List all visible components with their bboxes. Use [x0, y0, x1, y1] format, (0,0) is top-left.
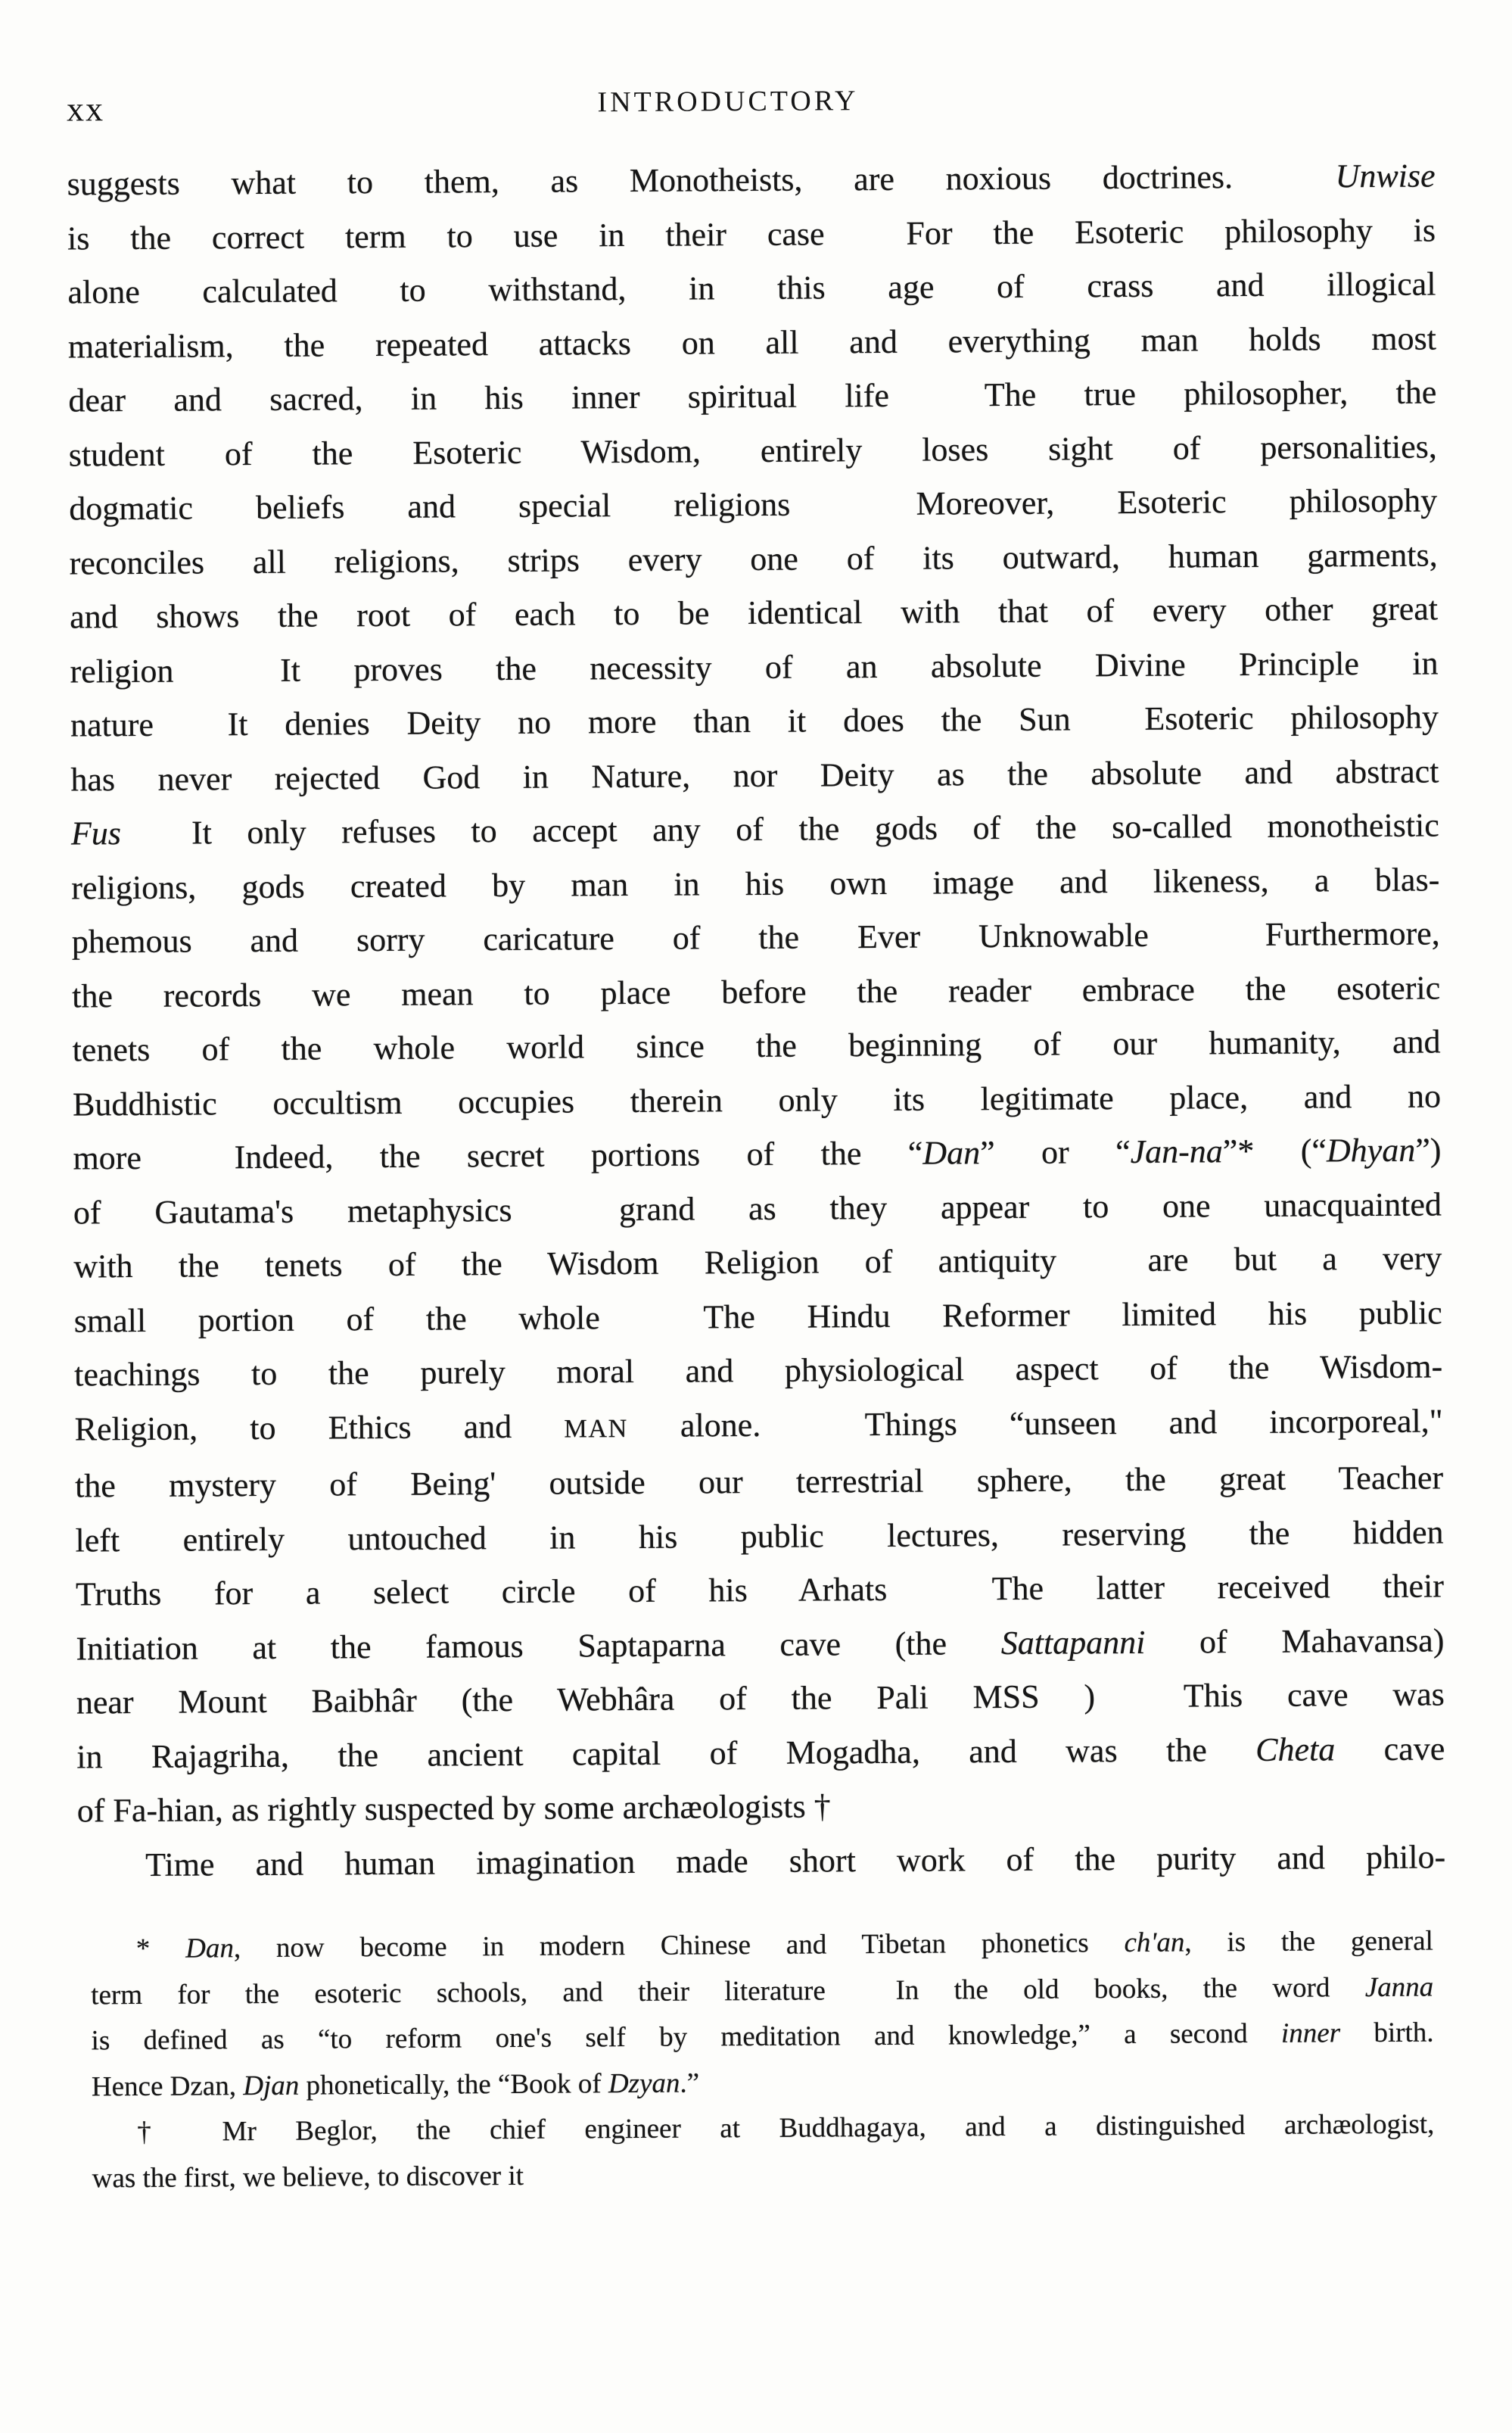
text-segment: student of the Esoteric Wisdom, entirely loses sight of personalities,	[68, 427, 1437, 474]
italic-text: Djan	[243, 2070, 300, 2101]
text-line	[70, 744, 1439, 807]
smallcaps-text: MAN	[564, 1413, 629, 1444]
text-segment: materialism, the repeated attacks on all and everything man holds most	[67, 319, 1437, 366]
text-line	[76, 1613, 1444, 1676]
text-segment: of Fa-hian, as rightly suspected by some archæologists †	[76, 1787, 831, 1830]
text-segment: more Indeed, the secret portions of the “	[73, 1134, 923, 1177]
page-header	[0, 0, 1507, 139]
text-line	[75, 1450, 1443, 1513]
text-segment: *	[135, 1933, 186, 1965]
text-segment: , is the general	[1184, 1925, 1433, 1958]
text-segment: Truths for a select circle of his Arhats The latter received their	[75, 1567, 1445, 1613]
text-segment: It only refuses to accept any of the gods of the so-called monotheistic	[120, 806, 1439, 852]
text-line	[67, 203, 1436, 266]
running-title: INTRODUCTORY	[597, 85, 859, 119]
text-segment: of Gautama's metaphysics grand as they appear to one unacquainted	[73, 1185, 1442, 1232]
text-segment: phemous and sorry caricature of the Ever Unknowable Furthermore,	[71, 914, 1440, 961]
text-segment: the mystery of Being' outside our terrestrial sphere, the great Teacher	[74, 1459, 1444, 1505]
text-segment: ”)	[1415, 1131, 1442, 1169]
text-line	[91, 1964, 1433, 2018]
text-line	[92, 2148, 1435, 2201]
italic-text: Dan	[185, 1933, 235, 1964]
page-number: xx	[66, 89, 105, 129]
text-segment: reconciles all religions, strips every one of its outward, human garments,	[69, 535, 1438, 582]
text-segment: the records we mean to place before the reader embrace the esoteric	[72, 968, 1441, 1015]
text-line	[73, 1123, 1441, 1185]
text-segment: ” or “	[979, 1132, 1131, 1172]
text-segment: birth.	[1339, 2017, 1434, 2049]
text-segment: was the first, we believe, to discover it	[92, 2160, 524, 2194]
text-line	[72, 961, 1440, 1023]
text-line	[70, 581, 1438, 644]
text-line	[68, 365, 1436, 428]
text-line	[92, 2056, 1434, 2110]
italic-text: Unwise	[1335, 157, 1436, 195]
text-line	[91, 2011, 1433, 2064]
italic-text: Dhyan	[1326, 1131, 1416, 1170]
text-line	[69, 419, 1437, 482]
text-segment: suggests what to them, as Monotheists, are noxious doctrines.	[67, 157, 1336, 203]
text-segment: alone calculated to withstand, in this age of crass and illogical	[67, 265, 1436, 311]
text-line	[76, 1559, 1444, 1621]
text-segment: Buddhistic occultism occupies therein only its legitimate place, and no	[72, 1076, 1442, 1123]
text-segment: near Mount Baibhâr (the Webhâra of the Pali MSS ) This cave was	[76, 1675, 1445, 1721]
body-text	[67, 148, 1445, 1892]
text-line	[91, 1919, 1433, 1973]
text-line	[67, 148, 1435, 211]
text-segment: dogmatic beliefs and special religions Moreover, Esoteric philosophy	[69, 481, 1438, 528]
text-segment: teachings to the purely moral and physiological aspect of the Wisdom-	[74, 1347, 1443, 1394]
text-segment: † Mr Beglor, the chief engineer at Buddhagaya, and a distinguished archæologist,	[137, 2108, 1435, 2148]
text-line	[73, 1177, 1442, 1240]
text-segment: has never rejected God in Nature, nor Deity as the absolute and abstract	[70, 752, 1439, 799]
text-line	[67, 257, 1436, 319]
text-segment: , now become in modern Chinese and Tibetan phonetics	[233, 1927, 1125, 1964]
text-line	[76, 1667, 1445, 1730]
text-line	[72, 1014, 1440, 1077]
text-segment: .”	[680, 2067, 700, 2099]
text-segment: dear and sacred, in his inner spiritual life The true philosopher, the	[68, 373, 1437, 419]
italic-text: ch'an	[1124, 1927, 1185, 1959]
text-line	[71, 852, 1439, 915]
text-segment: is the correct term to use in their case For the Esoteric philosophy is	[67, 210, 1436, 257]
text-line	[73, 1231, 1442, 1294]
text-segment: of Mahavansa)	[1145, 1621, 1445, 1661]
text-line	[72, 906, 1440, 969]
text-line	[69, 473, 1437, 536]
text-line	[92, 2102, 1434, 2156]
italic-text: Sattapanni	[1000, 1623, 1146, 1662]
text-line	[76, 1721, 1445, 1784]
text-segment: cave	[1335, 1729, 1445, 1768]
text-segment: left entirely untouched in his public lectures, reserving the hidden	[75, 1512, 1444, 1559]
text-segment: term for the esoteric schools, and their literature In the old books, the word	[91, 1971, 1365, 2011]
text-line	[74, 1394, 1442, 1459]
italic-text: Jan-na	[1130, 1132, 1223, 1170]
text-line	[75, 1505, 1443, 1568]
text-segment: tenets of the whole world since the beginning of our humanity, and	[72, 1023, 1441, 1069]
text-segment: with the tenets of the Wisdom Religion of antiquity are but a very	[73, 1239, 1442, 1285]
text-segment: phonetically, the “Book of	[299, 2067, 609, 2101]
text-segment: ”* (“	[1222, 1132, 1327, 1170]
text-line	[71, 798, 1439, 861]
text-line	[73, 1069, 1441, 1132]
italic-text: Fus	[70, 815, 122, 852]
text-segment: Religion, to Ethics and	[74, 1407, 565, 1448]
footnotes	[91, 1919, 1435, 2202]
text-line	[70, 690, 1439, 752]
italic-text: Dzyan	[608, 2067, 680, 2099]
text-segment: religions, gods created by man in his own image and likeness, a blas-	[71, 860, 1440, 907]
text-line	[77, 1830, 1445, 1893]
text-segment: nature It denies Deity no more than it does the Sun Esoteric philosophy	[70, 698, 1439, 744]
text-segment: alone. Things “unseen and incorporeal,"	[627, 1401, 1443, 1444]
text-line	[77, 1775, 1445, 1838]
text-line	[68, 311, 1436, 374]
text-line	[70, 636, 1438, 699]
text-segment: religion It proves the necessity of an absolute Divine Principle in	[70, 643, 1439, 690]
italic-text: Janna	[1364, 1971, 1434, 2003]
text-line	[69, 528, 1437, 590]
text-segment: and shows the root of each to be identical with that of every other great	[69, 590, 1439, 636]
text-segment: is defined as “to reform one's self by meditation and knowledge,” a second	[91, 2017, 1282, 2057]
italic-text: inner	[1280, 2017, 1341, 2049]
text-segment: Time and human imagination made short work of the purity and philo-	[145, 1837, 1446, 1883]
italic-text: Cheta	[1255, 1730, 1336, 1768]
text-segment: small portion of the whole The Hindu Reformer limited his public	[73, 1293, 1442, 1340]
text-segment: Initiation at the famous Saptaparna cave (the	[76, 1624, 1001, 1668]
text-segment: Hence Dzan,	[91, 2070, 244, 2102]
text-line	[74, 1339, 1442, 1402]
text-line	[74, 1285, 1442, 1348]
text-segment: in Rajagriha, the ancient capital of Mogadha, and was the	[76, 1731, 1256, 1776]
italic-text: Dan	[922, 1134, 981, 1172]
